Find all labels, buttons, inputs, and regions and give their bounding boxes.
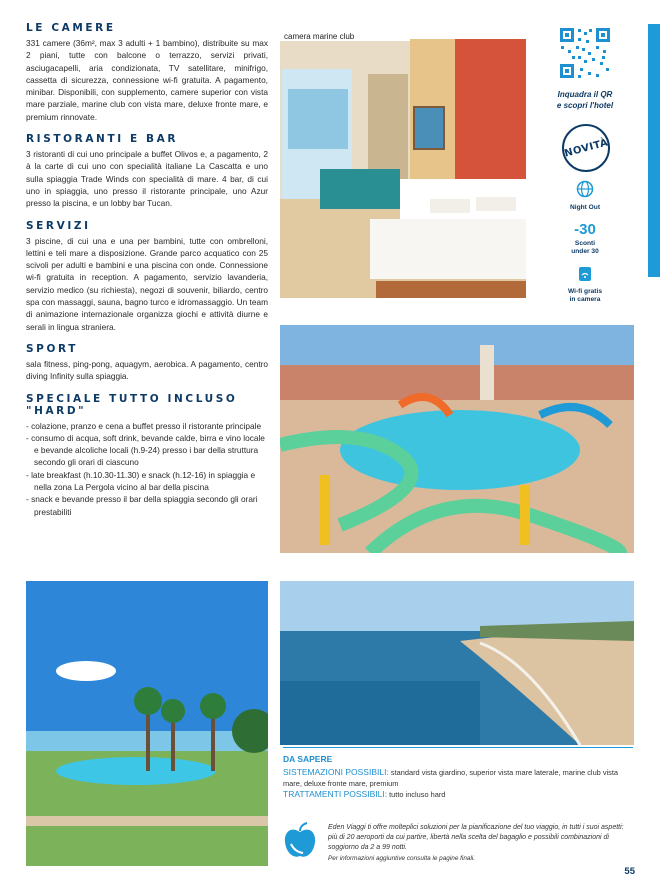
eden-apple-logo <box>283 822 317 860</box>
feature-label: Wi-fi gratis <box>567 288 602 295</box>
feature-label: under 30 <box>571 247 599 255</box>
feature-label: in camera <box>569 295 601 303</box>
da-sapere-box <box>283 747 633 800</box>
eden-info <box>328 823 634 864</box>
feature-label: Night Out <box>569 204 601 211</box>
inclusions-list <box>26 420 268 518</box>
photo-caption: camera marine club <box>284 32 355 41</box>
sistemazioni-line <box>283 767 633 789</box>
section-title: SERVIZI <box>26 219 91 232</box>
page-number: 55 <box>624 866 635 877</box>
qr-caption-line: e scopri l'hotel <box>556 101 614 110</box>
qr-caption <box>552 89 618 111</box>
qr-code[interactable] <box>558 26 612 80</box>
waterpark-photo <box>280 325 634 553</box>
trattamenti-label: TRATTAMENTI POSSIBILI: <box>283 789 388 799</box>
feature-wifi <box>552 266 618 303</box>
da-sapere-title: DA SAPERE <box>283 754 333 764</box>
novita-badge <box>562 124 610 172</box>
beach-photo <box>280 581 634 745</box>
sistemazioni-value: standard vista giardino, superior vista mare laterale, marine club vista mare, deluxe fronte mare, premium <box>283 768 619 788</box>
section-text: 3 piscine, di cui una e una per bambini, tutte con ombrelloni, lettini e teli mare a disposizione. Grande parco acquatico con 25 scivoli per adulti e bambini e una piscina con onde. Connessione wi-fi gratuita in reception. A pagamento, servizio lavanderia, servizio medico (su richiesta), negozi di souvenir, biliardo, centro spa con massaggi, sauna, bagno turco e idromassaggio. Un team di animazione internazionale organizza giochi e attività diurne e serali in lingua straniera. <box>26 235 268 332</box>
section-ristoranti <box>26 133 268 209</box>
eden-note: Per informazioni aggiuntive consulta le pagine finali. <box>328 855 476 862</box>
qr-caption-line: Inquadra il QR <box>557 90 613 99</box>
novita-label: NOVITÀ <box>562 136 610 160</box>
section-text: 331 camere (36m², max 3 adulti + 1 bambino), distribuite su max 2 piani, tutte con balcone o terrazzo, servizi privati, asciugacapelli, aria condizionata, TV satellitare, minifrigo, cassetta di sicurezza, connessione wi-fi gratuita. A pagamento, minibar. Disponibili, con supplemento, camere superior con vista mare parziale, marine club con vista mare, deluxe fronte mare, e premium rinnovate. <box>26 38 268 122</box>
sistemazioni-label: SISTEMAZIONI POSSIBILI: <box>283 767 389 777</box>
trattamenti-value: tutto incluso hard <box>389 790 446 799</box>
section-title: LE CAMERE <box>26 22 116 34</box>
section-title: SPORT <box>26 342 78 355</box>
trattamenti-line <box>283 789 633 800</box>
section-servizi <box>26 220 268 333</box>
section-text: 3 ristoranti di cui uno principale a buffet Olivos e, a pagamento, 2 à la carte di cui uno con specialità italiane La Cascatta e uno sulla spiaggia Trade Winds con specialità di mare. 4 bar, di cui uno in spiaggia, uno presso il ristorante principale, uno Azur presso la piscina, e un lobby bar Tucan. <box>26 149 268 209</box>
section-camere <box>26 22 268 123</box>
feature-label: Sconti <box>574 240 596 247</box>
list-item: - late breakfast (h.10.30-11.30) e snack (h.12-16) in spiaggia e nella zona La Pergola vicino al bar della piscina <box>26 469 268 494</box>
globe-icon <box>552 180 618 202</box>
description-column <box>26 22 268 528</box>
wifi-icon <box>552 266 618 286</box>
section-title: SPECIALE TUTTO INCLUSO "HARD" <box>26 392 238 417</box>
section-title: RISTORANTI E BAR <box>26 133 179 146</box>
section-text: sala fitness, ping-pong, aquagym, aerobica. A pagamento, centro diving Infinity sulla spiaggia. <box>26 358 268 382</box>
room-photo <box>280 29 526 298</box>
list-item: - snack e bevande presso il bar della spiaggia secondo gli orari prestabiliti <box>26 493 268 518</box>
pool-photo <box>26 581 268 866</box>
feature-sconti <box>552 222 618 255</box>
list-item: - consumo di acqua, soft drink, bevande calde, birra e vino locale e bevande alcoliche locali (h.9-24) presso i bar della struttura secondo gli orari di ciascuno <box>26 432 268 469</box>
edge-accent-bar <box>648 24 660 277</box>
list-item: - colazione, pranzo e cena a buffet presso il ristorante principale <box>26 420 268 432</box>
minus-30-icon: -30 <box>574 221 596 238</box>
section-sport <box>26 343 268 383</box>
section-speciale <box>26 393 268 518</box>
eden-text: Eden Viaggi ti offre molteplici soluzioni per la pianificazione del tuo viaggio, in tutti i suoi aspetti: più di 20 aeroporti da cui partire, libertà nella scelta del bagaglio e possibili combinazioni di soggiorno da 2 a 99 notti. <box>328 824 624 851</box>
feature-night-out <box>552 180 618 212</box>
